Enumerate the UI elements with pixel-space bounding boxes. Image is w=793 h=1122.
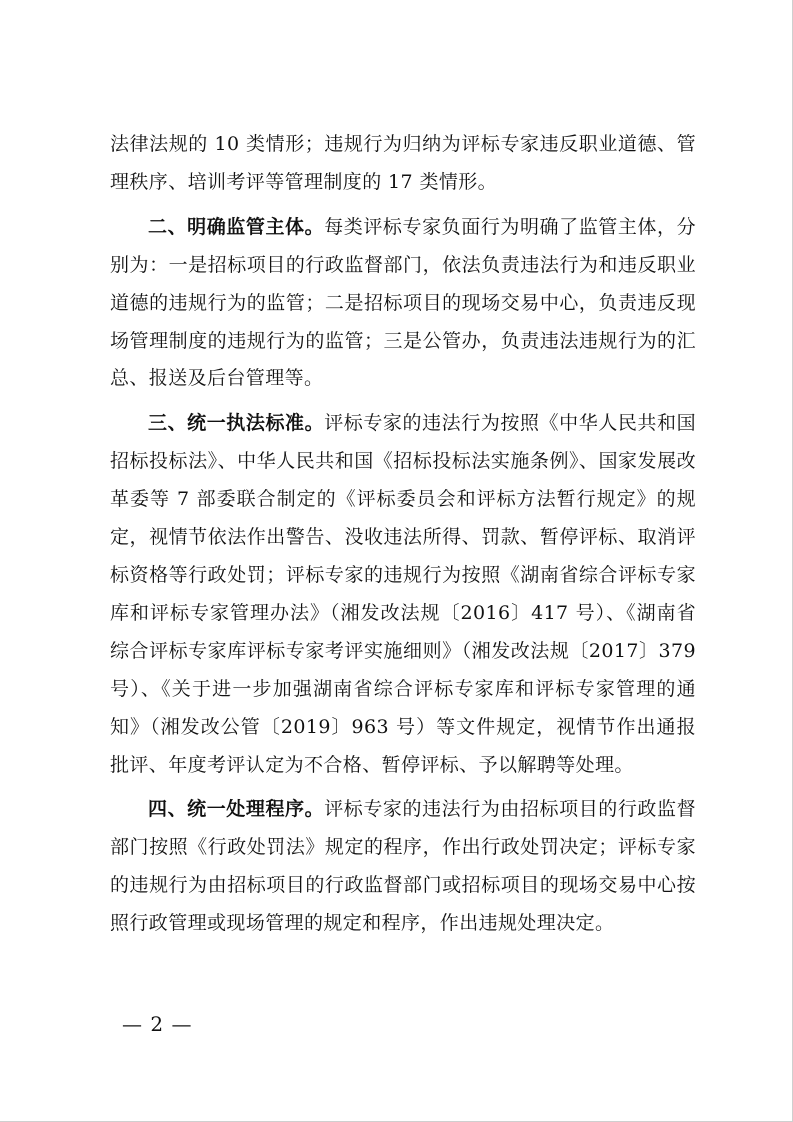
paragraph-handling-procedure (110, 791, 696, 943)
paragraph-enforcement-standard (110, 405, 696, 784)
paragraph-heading: 二、明确监管主体。 (148, 215, 325, 238)
page-number: — 2 — (122, 1012, 193, 1036)
paragraph-heading: 四、统一处理程序。 (148, 798, 325, 821)
document-body (110, 126, 696, 943)
paragraph-heading: 三、统一执法标准。 (148, 412, 325, 435)
paragraph-text: 法律法规的 10 类情形；违规行为归纳为评标专家违反职业道德、管理秩序、培训考评等管理制度的 17 类情形。 (110, 133, 696, 193)
paragraph-supervision-subject (110, 209, 696, 399)
paragraph-text: 每类评标专家负面行为明确了监管主体，分别为：一是招标项目的行政监督部门，依法负责违法行为和违反职业道德的违规行为的监管；二是招标项目的现场交易中心，负责违反现场管理制度的违规行为的监管；三是公管办，负责违法违规行为的汇总、报送及后台管理等。 (110, 215, 696, 390)
paragraph-text: 评标专家的违法行为由招标项目的行政监督部门按照《行政处罚法》规定的程序，作出行政处罚决定；评标专家的违规行为由招标项目的行政监督部门或招标项目的现场交易中心按照行政管理或现场管理的规定和程序，作出违规处理决定。 (110, 798, 696, 935)
paragraph-text: 评标专家的违法行为按照《中华人民共和国招标投标法》、中华人民共和国《招标投标法实施条例》、国家发展改革委等 7 部委联合制定的《评标委员会和评标方法暂行规定》的规定，视情节依法作出警告、没收违法所得、罚款、暂停评标、取消评标资格等行政处罚；评标专家的违规行为按照《湖南省综合评标专家库和评标专家管理办法》（湘发改法规〔2016〕417 号）、《湖南省综合评标专家库评标专家考评实施细则》（湘发改法规〔2017〕379 号）、《关于进一步加强湖南省综合评标专家库和评标专家管理的通知》（湘发改公管〔2019〕963 号）等文件规定，视情节作出通报批评、年度考评认定为不合格、暂停评标、予以解聘等处理。 (110, 412, 696, 776)
paragraph-continuation (110, 126, 696, 202)
